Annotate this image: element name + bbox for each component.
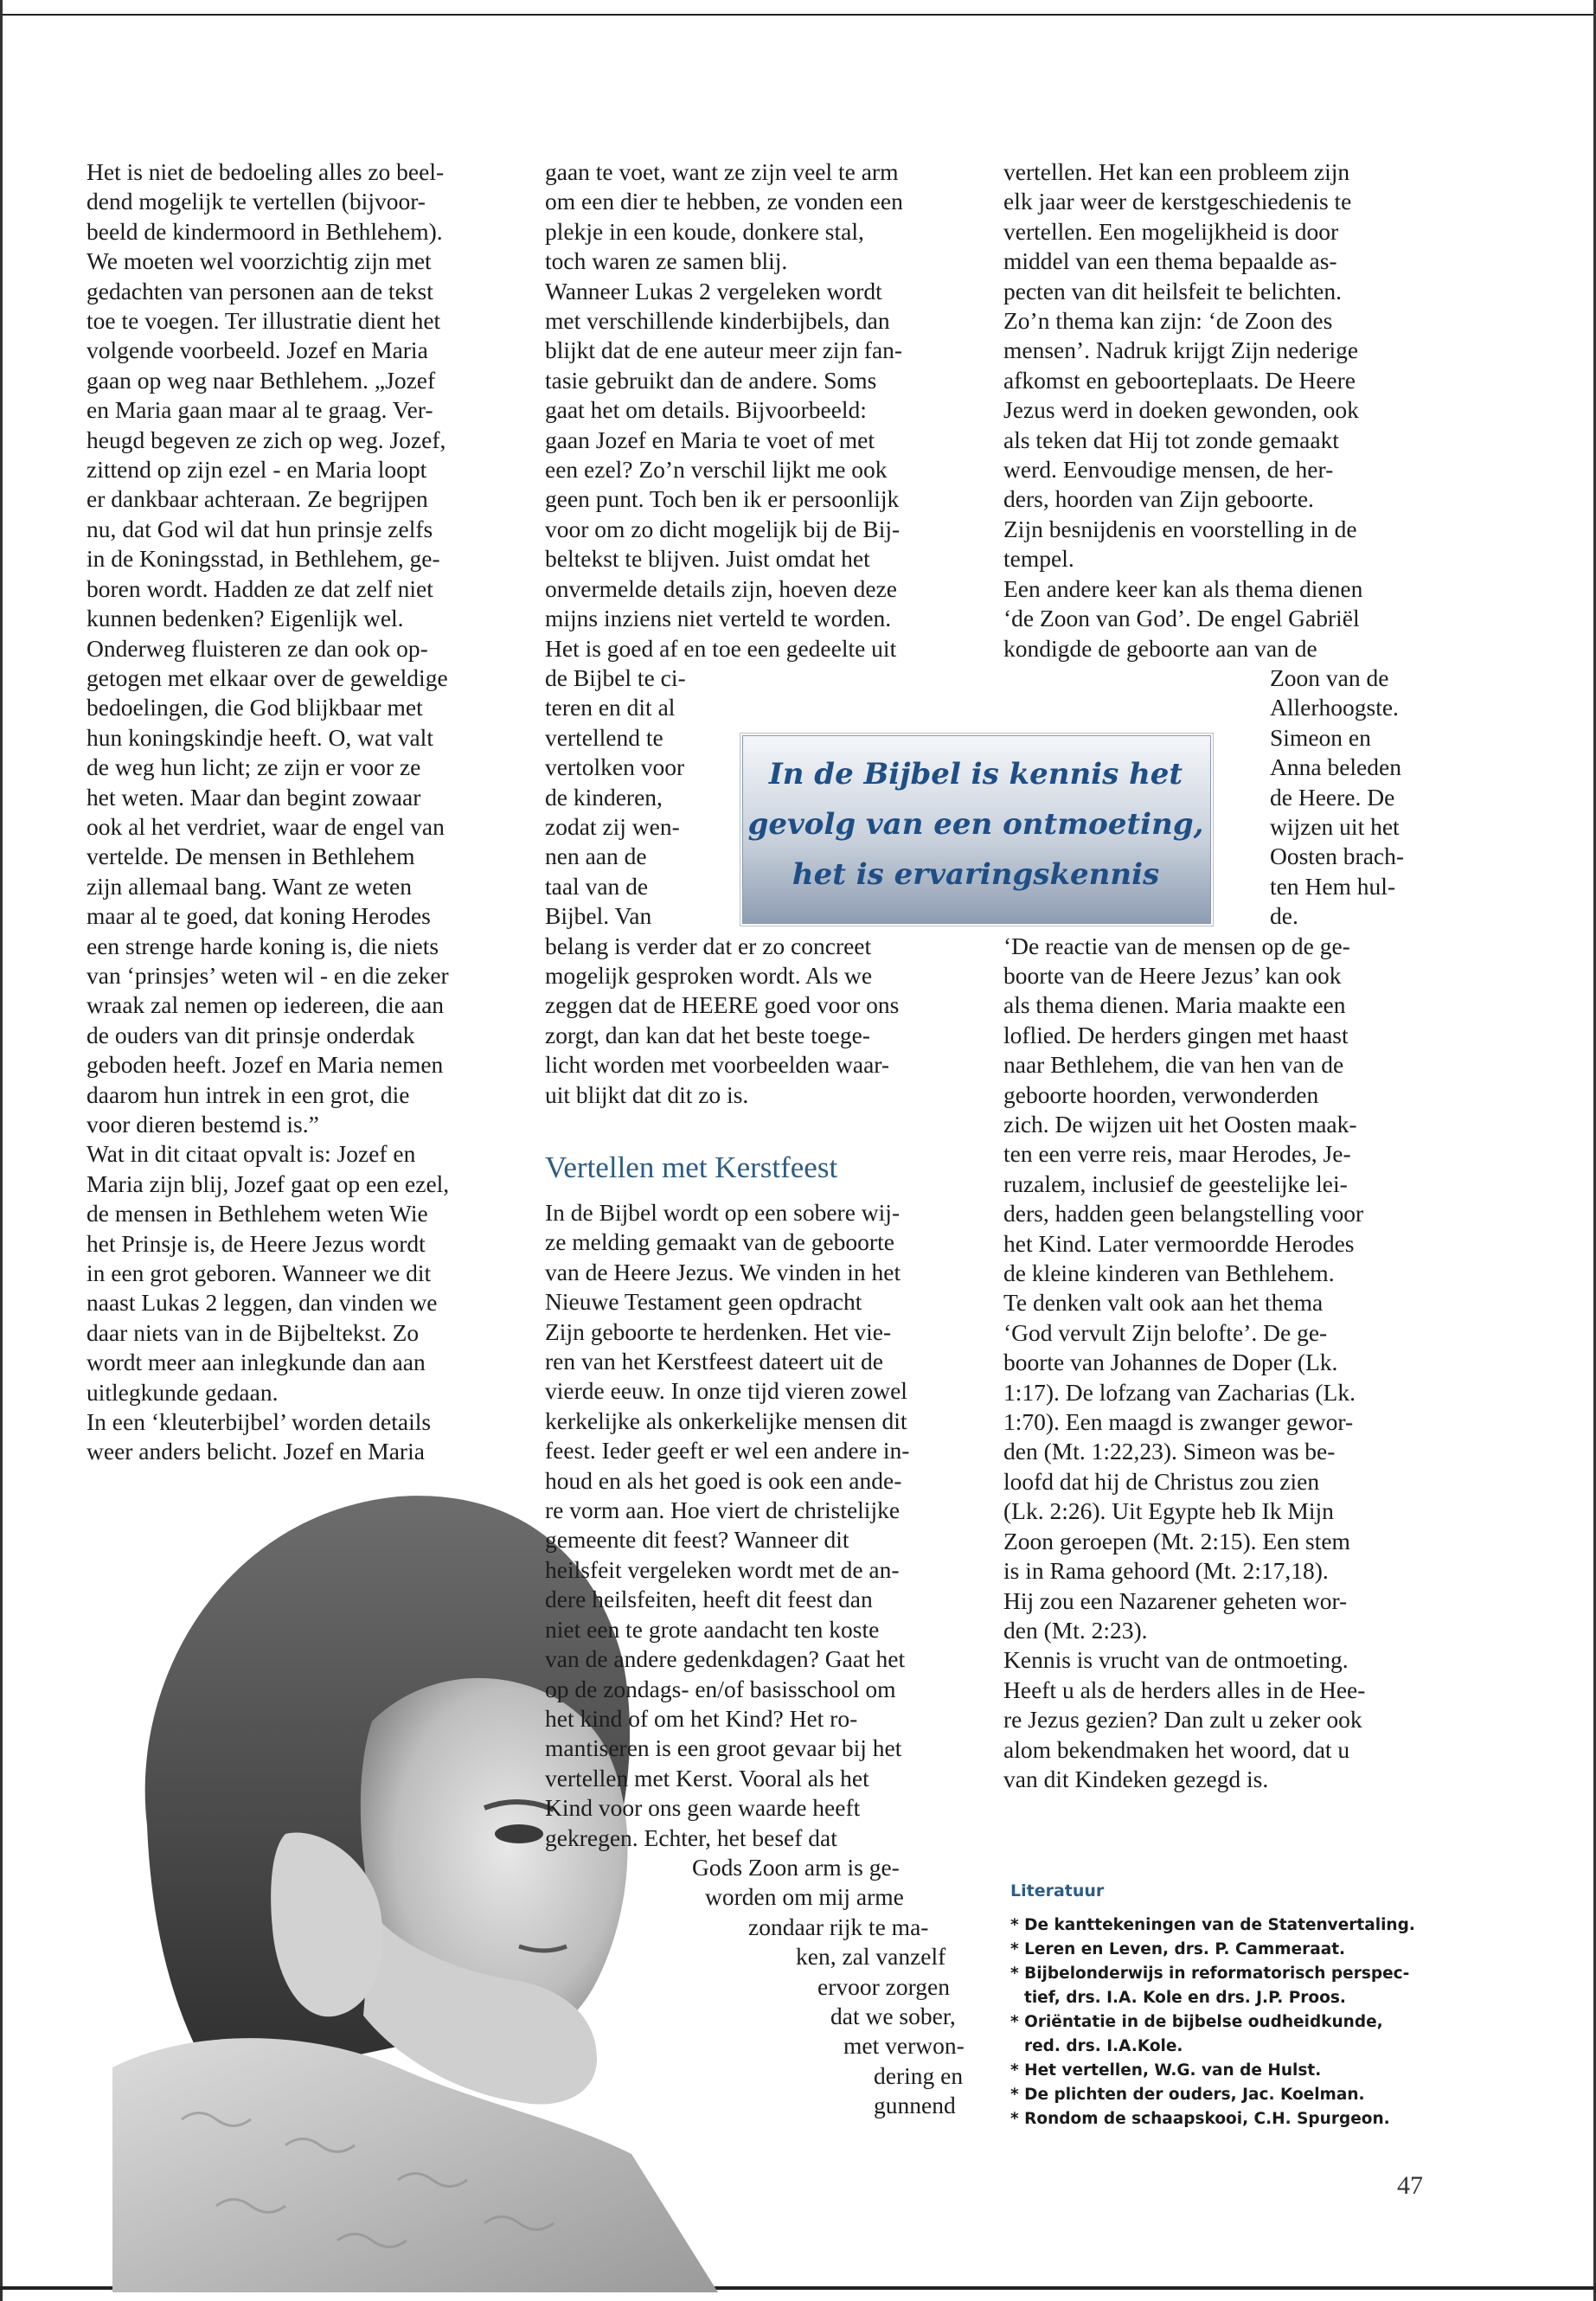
text-line: dend mogelijk te vertellen (bijvoor- bbox=[87, 188, 426, 215]
text-line: toe te voegen. Ter illustratie dient het bbox=[87, 307, 441, 335]
text-line: de. bbox=[1270, 902, 1298, 930]
text-line: en Maria gaan maar al te graag. Ver- bbox=[87, 396, 433, 424]
text-line: het weten. Maar dan begint zowaar bbox=[87, 783, 421, 811]
text-line: de mensen in Bethlehem weten Wie bbox=[87, 1200, 428, 1227]
text-line: kerkelijke als onkerkelijke mensen dit bbox=[545, 1407, 907, 1434]
section-heading: Vertellen met Kerstfeest bbox=[545, 1150, 838, 1184]
text-line: feest. Ieder geeft er wel een andere in- bbox=[545, 1437, 910, 1465]
text-line: Heeft u als de herders alles in de Hee- bbox=[1003, 1676, 1366, 1703]
text-line: ‘De reactie van de mensen op de ge- bbox=[1003, 932, 1350, 959]
text-line: ders, hoorden van Zijn geboorte. bbox=[1003, 485, 1314, 513]
text-line: gaan op weg naar Bethlehem. „Jozef bbox=[87, 366, 436, 394]
text-line: gaan te voet, want ze zijn veel te arm bbox=[545, 158, 899, 185]
text-line: dat we sober, bbox=[830, 2002, 956, 2029]
text-line: kondigde de geboorte aan van de bbox=[1003, 634, 1317, 662]
text-line: Onderweg fluisteren ze dan ook op- bbox=[87, 634, 428, 662]
text-line: Kind voor ons geen waarde heeft bbox=[545, 1794, 861, 1822]
text-line: een ezel? Zo’n verschil lijkt me ook bbox=[545, 456, 888, 484]
text-line: Zo’n thema kan zijn: ‘de Zoon des bbox=[1003, 307, 1333, 335]
text-line: bedoelingen, die God blijkbaar met bbox=[87, 694, 423, 721]
text-line: ervoor zorgen bbox=[817, 1972, 950, 2000]
text-line: ruzalem, inclusief de geestelijke lei- bbox=[1003, 1170, 1348, 1197]
text-line: Zoon van de bbox=[1270, 663, 1389, 691]
text-line: het kind of om het Kind? Het ro- bbox=[545, 1704, 858, 1732]
column-2 bbox=[545, 157, 969, 1110]
text-line: zijn allemaal bang. Want ze weten bbox=[87, 872, 413, 900]
text-line: vertellend te bbox=[545, 723, 663, 751]
text-line: uit blijkt dat dit zo is. bbox=[545, 1080, 749, 1108]
text-line: geboden heeft. Jozef en Maria nemen bbox=[87, 1051, 444, 1079]
text-line: heugd begeven ze zich op weg. Jozef, bbox=[87, 426, 446, 453]
text-line: de kinderen, bbox=[545, 783, 663, 811]
top-border bbox=[0, 14, 1596, 16]
text-line: gaat het om details. Bijvoorbeeld: bbox=[545, 396, 867, 424]
text-line: ten Hem hul- bbox=[1270, 872, 1396, 900]
text-line: ren van het Kerstfeest dateert uit de bbox=[545, 1348, 883, 1375]
text-line: ze melding gemaakt van de geboorte bbox=[545, 1228, 894, 1256]
literature-item: * De plichten der ouders, Jac. Koelman. bbox=[1010, 2086, 1365, 2104]
column-2-bottom bbox=[545, 1198, 969, 2121]
text-line: 1:17). De lofzang van Zacharias (Lk. bbox=[1003, 1378, 1356, 1406]
text-line: voor dieren bestemd is.” bbox=[87, 1111, 319, 1138]
literature-item: * Leren en Leven, drs. P. Cammeraat. bbox=[1010, 1940, 1346, 1958]
literature-item: red. drs. I.A.Kole. bbox=[1024, 2037, 1183, 2055]
text-line: re vorm aan. Hoe viert de christelijke bbox=[545, 1497, 901, 1524]
text-line: wijzen uit het bbox=[1270, 812, 1400, 840]
text-line: Wat in dit citaat opvalt is: Jozef en bbox=[87, 1140, 416, 1168]
text-line: daar niets van in de Bijbeltekst. Zo bbox=[87, 1318, 420, 1346]
text-line: ders, hadden geen belangstelling voor bbox=[1003, 1200, 1364, 1227]
text-line: ‘de Zoon van God’. De engel Gabriël bbox=[1003, 605, 1360, 632]
text-line: afkomst en geboorteplaats. De Heere bbox=[1003, 366, 1356, 394]
text-line: van ‘prinsjes’ weten wil - en die zeker bbox=[87, 961, 449, 989]
text-line: re Jezus gezien? Dan zult u zeker ook bbox=[1003, 1706, 1362, 1734]
text-line: Hij zou een Nazarener geheten wor- bbox=[1003, 1586, 1348, 1614]
text-line: den (Mt. 2:23). bbox=[1003, 1616, 1148, 1644]
text-line: geen punt. Toch ben ik er persoonlijk bbox=[545, 485, 900, 513]
pull-quote-line: gevolg van een ontmoeting, bbox=[747, 807, 1204, 842]
text-line: Kennis is vrucht van de ontmoeting. bbox=[1003, 1646, 1349, 1674]
text-line: geboorte hoorden, verwonderden bbox=[1003, 1080, 1319, 1108]
eye-shape bbox=[495, 1824, 543, 1843]
literature-list bbox=[1010, 1879, 1443, 2131]
text-line: Jezus werd in doeken gewonden, ook bbox=[1003, 396, 1359, 424]
text-line: Zijn geboorte te herdenken. Het vie- bbox=[545, 1317, 892, 1345]
text-line: is in Rama gehoord (Mt. 2:17,18). bbox=[1003, 1557, 1329, 1585]
text-line: werd. Eenvoudige mensen, de her- bbox=[1003, 456, 1334, 484]
text-line: houd en als het goed is ook een ande- bbox=[545, 1466, 902, 1494]
text-line: In de Bijbel wordt op een sobere wij- bbox=[545, 1199, 901, 1226]
text-line: het Kind. Later vermoordde Herodes bbox=[1003, 1229, 1355, 1257]
text-line: We moeten wel voorzichtig zijn met bbox=[87, 247, 432, 275]
text-line: er dankbaar achteraan. Ze begrijpen bbox=[87, 485, 428, 513]
text-line: gaan Jozef en Maria te voet of met bbox=[545, 426, 875, 453]
text-line: Oosten brach- bbox=[1270, 843, 1405, 870]
text-line: ‘God vervult Zijn belofte’. De ge- bbox=[1003, 1318, 1328, 1346]
text-line: Het is goed af en toe een gedeelte uit bbox=[545, 634, 897, 662]
text-line: belang is verder dat er zo concreet bbox=[545, 932, 872, 959]
text-line: tasie gebruikt dan de andere. Soms bbox=[545, 366, 877, 394]
text-line: dere heilsfeiten, heeft dit feest dan bbox=[545, 1586, 873, 1613]
text-line: Maria zijn blij, Jozef gaat op een ezel, bbox=[87, 1170, 450, 1197]
text-line: zondaar rijk te ma- bbox=[748, 1913, 929, 1940]
pull-quote-line: In de Bijbel is kennis het bbox=[768, 757, 1183, 792]
text-line: (Lk. 2:26). Uit Egypte heb Ik Mijn bbox=[1003, 1497, 1334, 1525]
text-line: gunnend bbox=[874, 2092, 956, 2119]
text-line: uitlegkunde gedaan. bbox=[87, 1378, 279, 1406]
text-line: zodat zij wen- bbox=[545, 812, 680, 840]
text-line: ken, zal vanzelf bbox=[796, 1943, 946, 1971]
text-line: tempel. bbox=[1003, 545, 1074, 573]
text-line: daarom hun intrek in een grot, die bbox=[87, 1080, 410, 1108]
text-line: kunnen bedenken? Eigenlijk wel. bbox=[87, 605, 404, 632]
text-line: licht worden met voorbeelden waar- bbox=[545, 1051, 890, 1079]
text-line: een strenge harde koning is, die niets bbox=[87, 932, 439, 959]
text-line: In een ‘kleuterbijbel’ worden details bbox=[87, 1408, 432, 1436]
text-line: wordt meer aan inlegkunde dan aan bbox=[87, 1349, 426, 1376]
text-line: vierde eeuw. In onze tijd vieren zowel bbox=[545, 1377, 907, 1405]
text-line: Te denken valt ook aan het thema bbox=[1003, 1289, 1324, 1317]
pull-quote-line: het is ervaringskennis bbox=[792, 857, 1160, 892]
text-line: ook al het verdriet, waar de engel van bbox=[87, 812, 445, 840]
page-number: 47 bbox=[1397, 2171, 1423, 2200]
text-line: Wanneer Lukas 2 vergeleken wordt bbox=[545, 277, 882, 304]
text-line: volgende voorbeeld. Jozef en Maria bbox=[87, 336, 428, 364]
text-line: naar Bethlehem, die van hen van de bbox=[1003, 1051, 1344, 1079]
literature-item: * Oriëntatie in de bijbelse oudheidkunde, bbox=[1010, 2013, 1383, 2031]
column-3 bbox=[1003, 157, 1436, 1794]
text-line: met verschillende kinderbijbels, dan bbox=[545, 307, 890, 335]
pull-quote bbox=[742, 749, 1209, 900]
text-line: weer anders belicht. Jozef en Maria bbox=[87, 1438, 425, 1465]
text-line: den (Mt. 1:22,23). Simeon was be- bbox=[1003, 1438, 1336, 1465]
text-line: mantiseren is een groot gevaar bij het bbox=[545, 1734, 902, 1762]
text-line: mogelijk gesproken wordt. Als we bbox=[545, 961, 873, 989]
text-line: wraak zal nemen op iedereen, die aan bbox=[87, 991, 445, 1019]
text-line: vertolken voor bbox=[545, 753, 685, 781]
text-line: boren wordt. Hadden ze dat zelf niet bbox=[87, 574, 433, 602]
text-line: pecten van dit heilsfeit te belichten. bbox=[1003, 277, 1342, 304]
text-line: de ouders van dit prinsje onderdak bbox=[87, 1021, 415, 1048]
text-line: Zijn besnijdenis en voorstelling in de bbox=[1003, 515, 1357, 542]
text-line: Zoon geroepen (Mt. 2:15). Een stem bbox=[1003, 1527, 1350, 1554]
text-line: gedachten van personen aan de tekst bbox=[87, 277, 433, 304]
text-line: taal van de bbox=[545, 872, 649, 900]
text-line: in de Koningsstad, in Bethlehem, ge- bbox=[87, 545, 440, 573]
text-line: voor om zo dicht mogelijk bij de Bij- bbox=[545, 515, 901, 542]
text-line: elk jaar weer de kerstgeschiedenis te bbox=[1003, 188, 1352, 215]
text-line: op de zondags- en/of basisschool om bbox=[545, 1675, 896, 1702]
text-line: loofd dat hij de Christus zou zien bbox=[1003, 1467, 1320, 1495]
text-line: Nieuwe Testament geen opdracht bbox=[545, 1288, 862, 1316]
text-line: van dit Kindeken gezegd is. bbox=[1003, 1765, 1269, 1792]
text-line: het Prinsje is, de Heere Jezus wordt bbox=[87, 1229, 426, 1257]
text-line: mensen’. Nadruk krijgt Zijn nederige bbox=[1003, 336, 1359, 364]
text-line: vertellen. Een mogelijkheid is door bbox=[1003, 217, 1339, 245]
text-line: nen aan de bbox=[545, 843, 647, 870]
text-line: Simeon en bbox=[1270, 723, 1371, 751]
text-line: de Bijbel te ci- bbox=[545, 663, 686, 691]
text-line: Allerhoogste. bbox=[1270, 694, 1399, 721]
text-line: Een andere keer kan als thema dienen bbox=[1003, 574, 1363, 602]
text-line: plekje in een koude, donkere stal, bbox=[545, 217, 864, 245]
literature-item: tief, drs. I.A. Kole en drs. J.P. Proos. bbox=[1024, 1989, 1346, 2007]
text-line: naast Lukas 2 leggen, dan vinden we bbox=[87, 1289, 438, 1317]
text-line: teren en dit al bbox=[545, 694, 676, 721]
text-line: vertellen met Kerst. Vooral als het bbox=[545, 1764, 869, 1791]
literature-item: * De kanttekeningen van de Statenvertaling. bbox=[1010, 1916, 1415, 1934]
text-line: Anna beleden bbox=[1270, 753, 1401, 781]
text-line: gekregen. Echter, het besef dat bbox=[545, 1823, 837, 1851]
text-line: middel van een thema bepaalde as- bbox=[1003, 247, 1337, 275]
text-line: onvermelde details zijn, hoeven deze bbox=[545, 574, 897, 602]
text-line: toch waren ze samen blij. bbox=[545, 247, 788, 275]
text-line: als thema dienen. Maria maakte een bbox=[1003, 991, 1346, 1019]
text-line: getogen met elkaar over de geweldige bbox=[87, 663, 448, 691]
text-line: blijkt dat de ene auteur meer zijn fan- bbox=[545, 336, 903, 364]
text-line: boorte van de Heere Jezus’ kan ook bbox=[1003, 961, 1342, 989]
text-line: loflied. De herders gingen met haast bbox=[1003, 1021, 1349, 1048]
text-line: 1:70). Een maagd is zwanger gewor- bbox=[1003, 1408, 1354, 1436]
text-line: mijns inziens niet verteld te worden. bbox=[545, 605, 892, 632]
text-line: vertellen. Het kan een probleem zijn bbox=[1003, 158, 1350, 185]
text-line: van de andere gedenkdagen? Gaat het bbox=[545, 1645, 906, 1673]
text-line: boorte van Johannes de Doper (Lk. bbox=[1003, 1349, 1338, 1376]
text-line: in een grot geboren. Wanneer we dit bbox=[87, 1259, 432, 1287]
text-line: ten een verre reis, maar Herodes, Je- bbox=[1003, 1140, 1351, 1168]
column-1 bbox=[87, 157, 510, 1467]
text-line: Het is niet de bedoeling alles zo beel- bbox=[87, 158, 445, 185]
text-line: met verwon- bbox=[843, 2032, 965, 2060]
text-line: alom bekendmaken het woord, dat u bbox=[1003, 1735, 1350, 1763]
left-border bbox=[0, 0, 3, 2301]
literature-item: * Bijbelonderwijs in reformatorisch perspec- bbox=[1010, 1965, 1410, 1983]
text-line: zich. De wijzen uit het Oosten maak- bbox=[1003, 1111, 1357, 1138]
text-line: heilsfeit vergeleken wordt met de an- bbox=[545, 1555, 900, 1583]
literature-title: Literatuur bbox=[1010, 1881, 1105, 1900]
text-line: maar al te goed, dat koning Herodes bbox=[87, 902, 431, 930]
text-line: dering en bbox=[874, 2061, 964, 2089]
text-line: beeld de kindermoord in Bethlehem). bbox=[87, 217, 443, 245]
text-line: zeggen dat de HEERE goed voor ons bbox=[545, 991, 900, 1019]
text-line: worden om mij arme bbox=[705, 1883, 904, 1911]
text-line: Gods Zoon arm is ge- bbox=[692, 1853, 900, 1881]
text-line: Bijbel. Van bbox=[545, 902, 652, 930]
text-line: zittend op zijn ezel - en Maria loopt bbox=[87, 456, 427, 484]
text-line: om een dier te hebben, ze vonden een bbox=[545, 188, 903, 215]
literature-item: * Het vertellen, W.G. van de Hulst. bbox=[1010, 2061, 1322, 2080]
literature-item: * Rondom de schaapskooi, C.H. Spurgeon. bbox=[1010, 2110, 1390, 2128]
text-line: als teken dat Hij tot zonde gemaakt bbox=[1003, 426, 1339, 453]
text-line: nu, dat God wil dat hun prinsje zelfs bbox=[87, 515, 433, 542]
text-line: hun koningskindje heeft. O, wat valt bbox=[87, 723, 433, 751]
text-line: vertelde. De mensen in Bethlehem bbox=[87, 843, 415, 870]
text-line: de Heere. De bbox=[1270, 783, 1395, 811]
text-line: gemeente dit feest? Wanneer dit bbox=[545, 1526, 849, 1554]
text-line: niet een te grote aandacht ten koste bbox=[545, 1615, 880, 1643]
text-line: van de Heere Jezus. We vinden in het bbox=[545, 1258, 901, 1285]
text-line: de kleine kinderen van Bethlehem. bbox=[1003, 1259, 1335, 1287]
text-line: zorgt, dan kan dat het beste toege- bbox=[545, 1021, 870, 1048]
text-line: beltekst te blijven. Juist omdat het bbox=[545, 545, 870, 573]
text-line: de weg hun licht; ze zijn er voor ze bbox=[87, 753, 421, 781]
